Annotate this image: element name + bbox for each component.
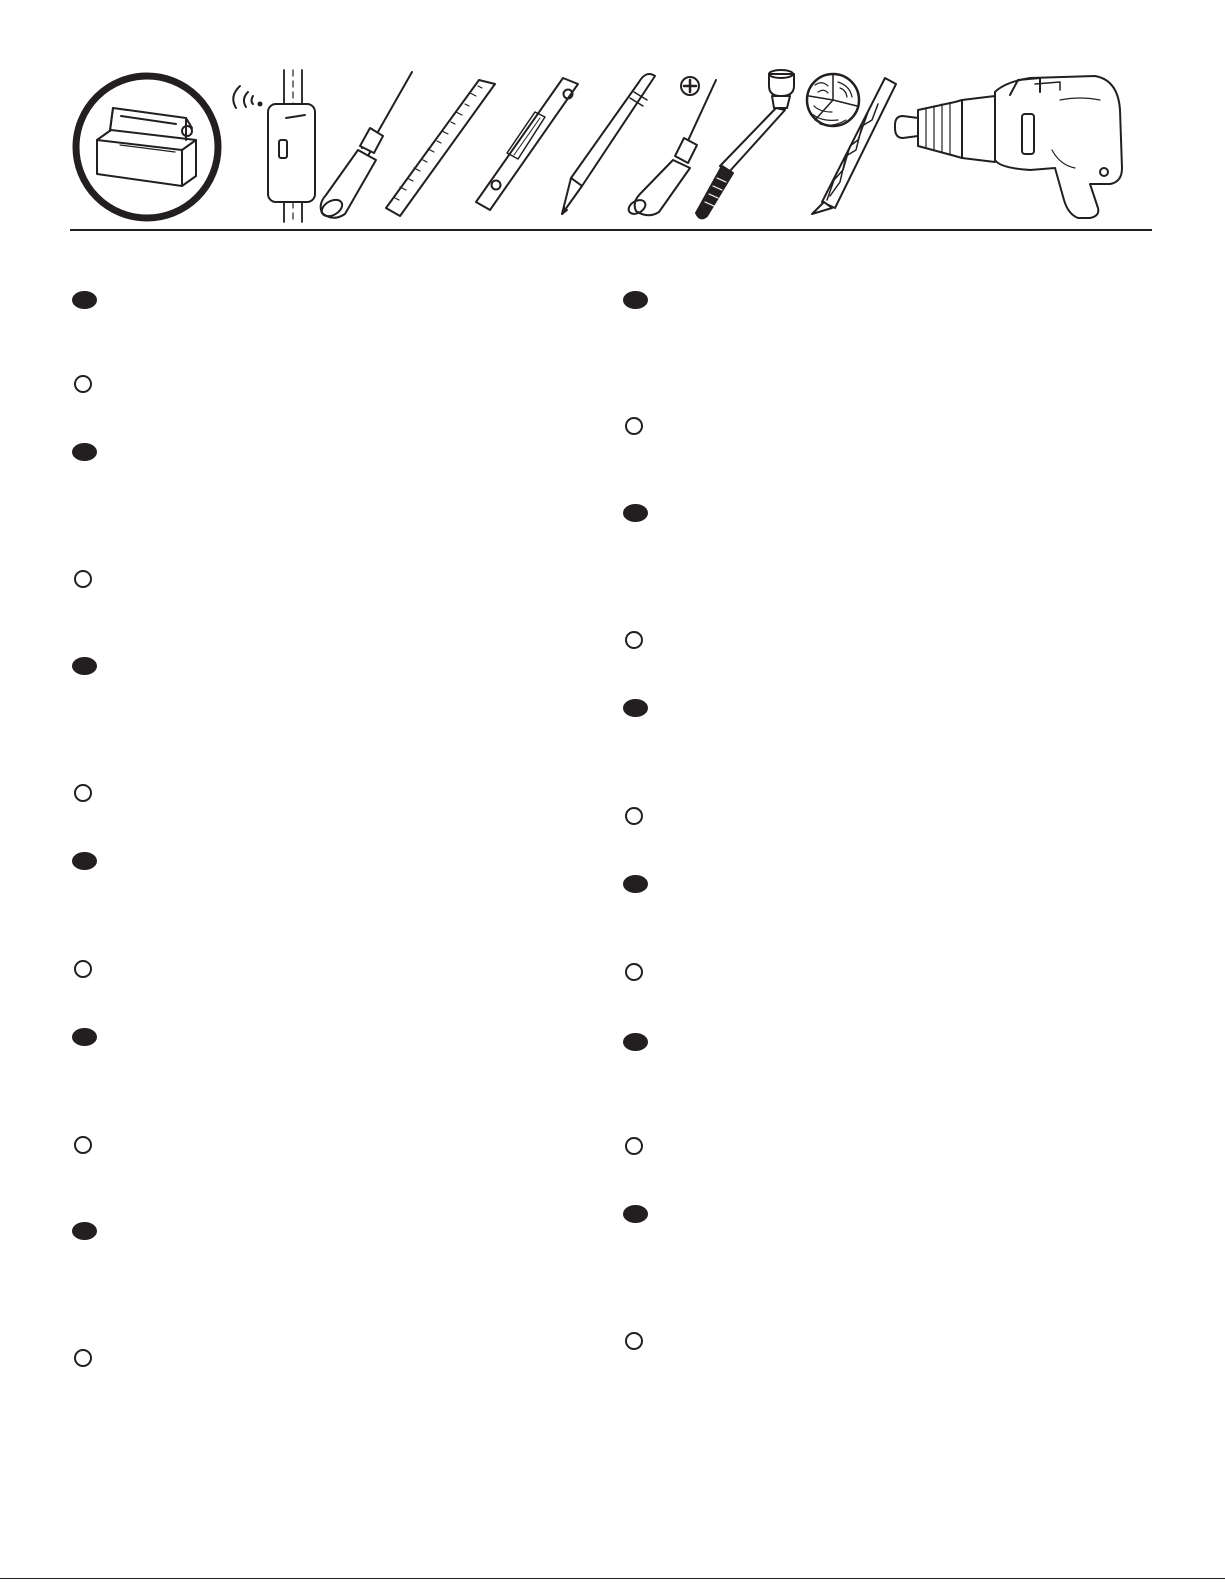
step-bullet-right-8 <box>625 963 643 981</box>
step-bullet-right-7 <box>623 875 648 893</box>
step-bullet-left-2 <box>74 375 92 393</box>
toolbox-icon <box>76 76 218 218</box>
step-bullet-right-12 <box>625 1332 643 1350</box>
step-bullet-left-11 <box>72 1222 97 1240</box>
level-icon <box>476 78 578 210</box>
step-bullet-left-10 <box>74 1136 92 1154</box>
step-bullet-right-5 <box>623 699 648 717</box>
ruler-icon <box>386 80 495 216</box>
step-bullet-left-12 <box>74 1349 92 1367</box>
step-bullet-right-3 <box>623 504 648 522</box>
step-bullet-left-9 <box>72 1028 97 1046</box>
step-bullet-right-11 <box>623 1205 648 1223</box>
stud-finder-icon <box>233 70 315 222</box>
step-bullet-right-4 <box>625 631 643 649</box>
power-drill-icon <box>895 76 1122 218</box>
step-bullet-left-4 <box>74 570 92 588</box>
step-bullet-right-6 <box>625 807 643 825</box>
header-divider <box>70 229 1152 231</box>
step-bullet-left-5 <box>72 657 97 675</box>
step-bullet-right-9 <box>623 1033 648 1051</box>
footer-divider <box>0 1578 1225 1579</box>
step-bullet-left-3 <box>72 443 97 461</box>
step-bullet-left-1 <box>72 291 97 309</box>
step-bullet-right-10 <box>625 1137 643 1155</box>
wood-grain-icon <box>807 74 859 126</box>
step-bullet-right-2 <box>625 417 643 435</box>
step-bullet-right-1 <box>623 291 648 309</box>
tool-illustration-strip <box>0 0 1225 240</box>
step-bullet-left-6 <box>74 784 92 802</box>
step-bullet-left-8 <box>74 960 92 978</box>
step-bullet-left-7 <box>72 852 97 870</box>
